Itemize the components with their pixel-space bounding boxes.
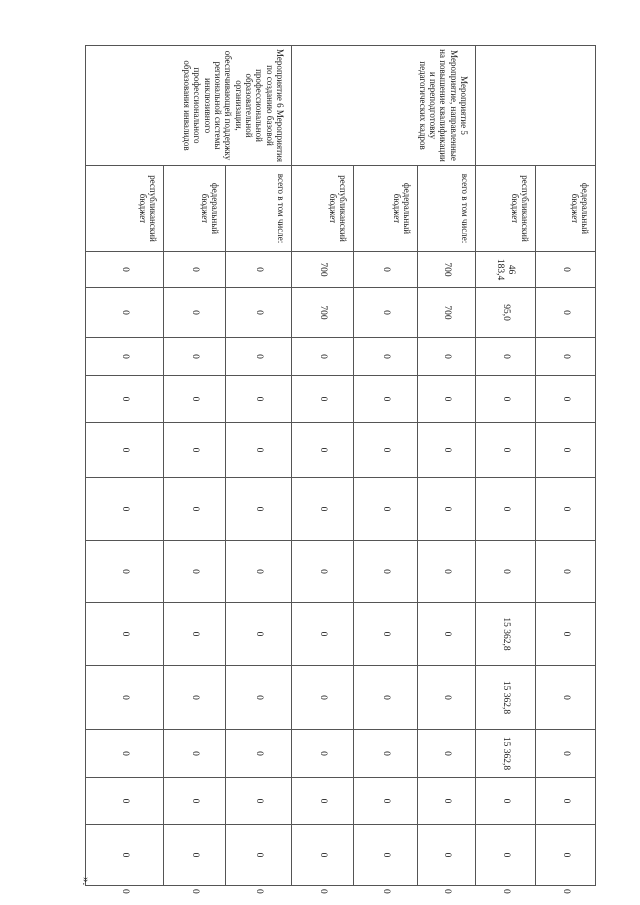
amount-cell: 0 xyxy=(354,541,418,603)
amount-cell: 0 xyxy=(86,252,164,288)
funding-source-cell: федеральный бюджет xyxy=(164,166,226,252)
amount-cell: 700 xyxy=(418,252,476,288)
activity-label-cell xyxy=(476,46,596,166)
amount-cell: 0 xyxy=(226,376,292,423)
amount-cell: 0 xyxy=(292,338,354,376)
amount-cell: 0 xyxy=(476,338,536,376)
amount-cell: 0 xyxy=(86,288,164,338)
amount-cell: 0 xyxy=(354,730,418,778)
activity-label-cell: Мероприятие 5 Мероприятие, направленные на повышение квалификации и переподготовку педагогических кадров xyxy=(292,46,476,166)
table-row: республиканский бюджет 46 183,4 95,0 0 0 0 0 0 15 362,8 15 362,8 15 362,8 0 0 0 xyxy=(476,46,536,886)
amount-cell: 0 xyxy=(354,825,418,886)
amount-cell: 0 xyxy=(354,376,418,423)
closing-quote-text: ». xyxy=(80,877,92,886)
funding-source-cell: федеральный бюджет xyxy=(354,166,418,252)
amount-cell: 0 xyxy=(164,338,226,376)
amount-cell: 0 xyxy=(418,376,476,423)
amount-cell: 0 xyxy=(226,252,292,288)
amount-cell: 0 xyxy=(164,666,226,730)
amount-cell: 46 183,4 xyxy=(476,252,536,288)
funding-source-cell: всего в том числе: xyxy=(418,166,476,252)
amount-cell: 0 xyxy=(536,252,596,288)
table-row: федеральный бюджет 0 0 0 0 0 0 0 0 0 0 0 0 0 xyxy=(354,46,418,886)
amount-cell: 0 xyxy=(226,423,292,478)
amount-cell: 0 xyxy=(226,603,292,666)
amount-cell: 0 xyxy=(292,730,354,778)
amount-cell: 0 xyxy=(226,338,292,376)
table-row: республиканский бюджет 700 700 0 0 0 0 0 0 0 0 0 0 0 xyxy=(292,46,354,886)
amount-cell: 0 xyxy=(292,825,354,886)
amount-cell: 0 xyxy=(86,478,164,541)
rotated-table-container xyxy=(86,45,596,894)
amount-cell: 0 xyxy=(86,778,164,825)
amount-cell: 0 xyxy=(86,730,164,778)
funding-source-cell: республиканский бюджет xyxy=(292,166,354,252)
amount-cell: 0 xyxy=(536,541,596,603)
funding-source-cell: республиканский бюджет xyxy=(86,166,164,252)
budget-table xyxy=(85,45,596,894)
amount-cell: 0 xyxy=(292,376,354,423)
amount-cell: 0 xyxy=(418,603,476,666)
funding-source-cell: республиканский бюджет xyxy=(476,166,536,252)
amount-cell: 0 xyxy=(86,666,164,730)
amount-cell: 0 xyxy=(86,603,164,666)
amount-cell: 700 xyxy=(418,288,476,338)
amount-cell: 0 xyxy=(164,478,226,541)
amount-cell: 0 xyxy=(164,288,226,338)
amount-cell: 0 xyxy=(226,825,292,886)
table-row: Мероприятие 5 Мероприятие, направленные на повышение квалификации и переподготовку педагогических кадров всего в том числе: 700 700 0 0 0 0 0 0 0 0 0 0 0 xyxy=(418,46,476,886)
amount-cell: 15 362,8 xyxy=(476,666,536,730)
amount-cell: 700 xyxy=(292,252,354,288)
amount-cell: 0 xyxy=(418,778,476,825)
amount-cell: 0 xyxy=(418,541,476,603)
amount-cell: 700 xyxy=(292,288,354,338)
amount-cell: 0 xyxy=(354,478,418,541)
amount-cell: 0 xyxy=(354,603,418,666)
amount-cell: 0 xyxy=(354,778,418,825)
table-row: федеральный бюджет 0 0 0 0 0 0 0 0 0 0 0 0 0 xyxy=(164,46,226,886)
amount-cell: 0 xyxy=(164,376,226,423)
amount-cell: 0 xyxy=(536,778,596,825)
amount-cell: 0 xyxy=(164,423,226,478)
amount-cell: 0 xyxy=(536,825,596,886)
amount-cell: 0 xyxy=(536,423,596,478)
amount-cell: 0 xyxy=(86,338,164,376)
amount-cell: 0 xyxy=(292,423,354,478)
amount-cell: 0 xyxy=(86,541,164,603)
amount-cell: 0 xyxy=(476,825,536,886)
amount-cell: 0 xyxy=(226,778,292,825)
amount-cell: 0 xyxy=(86,825,164,886)
amount-cell: 0 xyxy=(354,666,418,730)
amount-cell: 0 xyxy=(536,478,596,541)
amount-cell: 0 xyxy=(476,423,536,478)
amount-cell: 0 xyxy=(226,666,292,730)
amount-cell: 0 xyxy=(536,730,596,778)
amount-cell: 0 xyxy=(418,730,476,778)
amount-cell: 0 xyxy=(226,288,292,338)
activity-label-cell: Мероприятие 6 Мероприятия по созданию базовой профессиональной образовательной организации, обеспечивающей поддержку региональной системы инклюзивного профессионального образования инвалидов xyxy=(86,46,292,166)
amount-cell: 0 xyxy=(354,252,418,288)
amount-cell: 0 xyxy=(418,423,476,478)
amount-cell: 95,0 xyxy=(476,288,536,338)
amount-cell: 0 xyxy=(536,603,596,666)
amount-cell: 0 xyxy=(418,666,476,730)
amount-cell: 0 xyxy=(164,825,226,886)
amount-cell: 0 xyxy=(86,376,164,423)
amount-cell: 0 xyxy=(164,603,226,666)
amount-cell: 0 xyxy=(226,478,292,541)
amount-cell: 0 xyxy=(536,666,596,730)
amount-cell: 0 xyxy=(418,338,476,376)
amount-cell: 0 xyxy=(164,252,226,288)
amount-cell: 15 362,8 xyxy=(476,730,536,778)
amount-cell: 0 xyxy=(292,478,354,541)
amount-cell: 0 xyxy=(292,666,354,730)
amount-cell: 0 xyxy=(476,376,536,423)
amount-cell: 0 xyxy=(164,778,226,825)
amount-cell: 0 xyxy=(354,288,418,338)
document-page xyxy=(86,45,596,894)
amount-cell: 0 xyxy=(536,288,596,338)
amount-cell: 15 362,8 xyxy=(476,603,536,666)
amount-cell: 0 xyxy=(292,778,354,825)
amount-cell: 0 xyxy=(476,478,536,541)
amount-cell: 0 xyxy=(418,825,476,886)
table-row: федеральный бюджет 0 0 0 0 0 0 0 0 0 0 0 0 0 xyxy=(536,46,596,886)
amount-cell: 0 xyxy=(354,338,418,376)
table-row: республиканский бюджет 0 0 0 0 0 0 0 0 0 0 0 0 0 xyxy=(86,46,164,886)
amount-cell: 0 xyxy=(86,423,164,478)
amount-cell: 0 xyxy=(226,730,292,778)
funding-source-cell: всего в том числе: xyxy=(226,166,292,252)
funding-source-cell: федеральный бюджет xyxy=(536,166,596,252)
amount-cell: 0 xyxy=(226,541,292,603)
amount-cell: 0 xyxy=(164,730,226,778)
amount-cell: 0 xyxy=(476,541,536,603)
amount-cell: 0 xyxy=(536,338,596,376)
amount-cell: 0 xyxy=(536,376,596,423)
amount-cell: 0 xyxy=(292,603,354,666)
amount-cell: 0 xyxy=(476,778,536,825)
table-row: Мероприятие 6 Мероприятия по созданию базовой профессиональной образовательной организации, обеспечивающей поддержку региональной системы инклюзивного профессионального образования инвалидов всего в том числе: 0 0 0 0 0 0 0 0 0 0 0 0 0 xyxy=(226,46,292,886)
amount-cell: 0 xyxy=(292,541,354,603)
amount-cell: 0 xyxy=(164,541,226,603)
amount-cell: 0 xyxy=(354,423,418,478)
amount-cell: 0 xyxy=(418,478,476,541)
